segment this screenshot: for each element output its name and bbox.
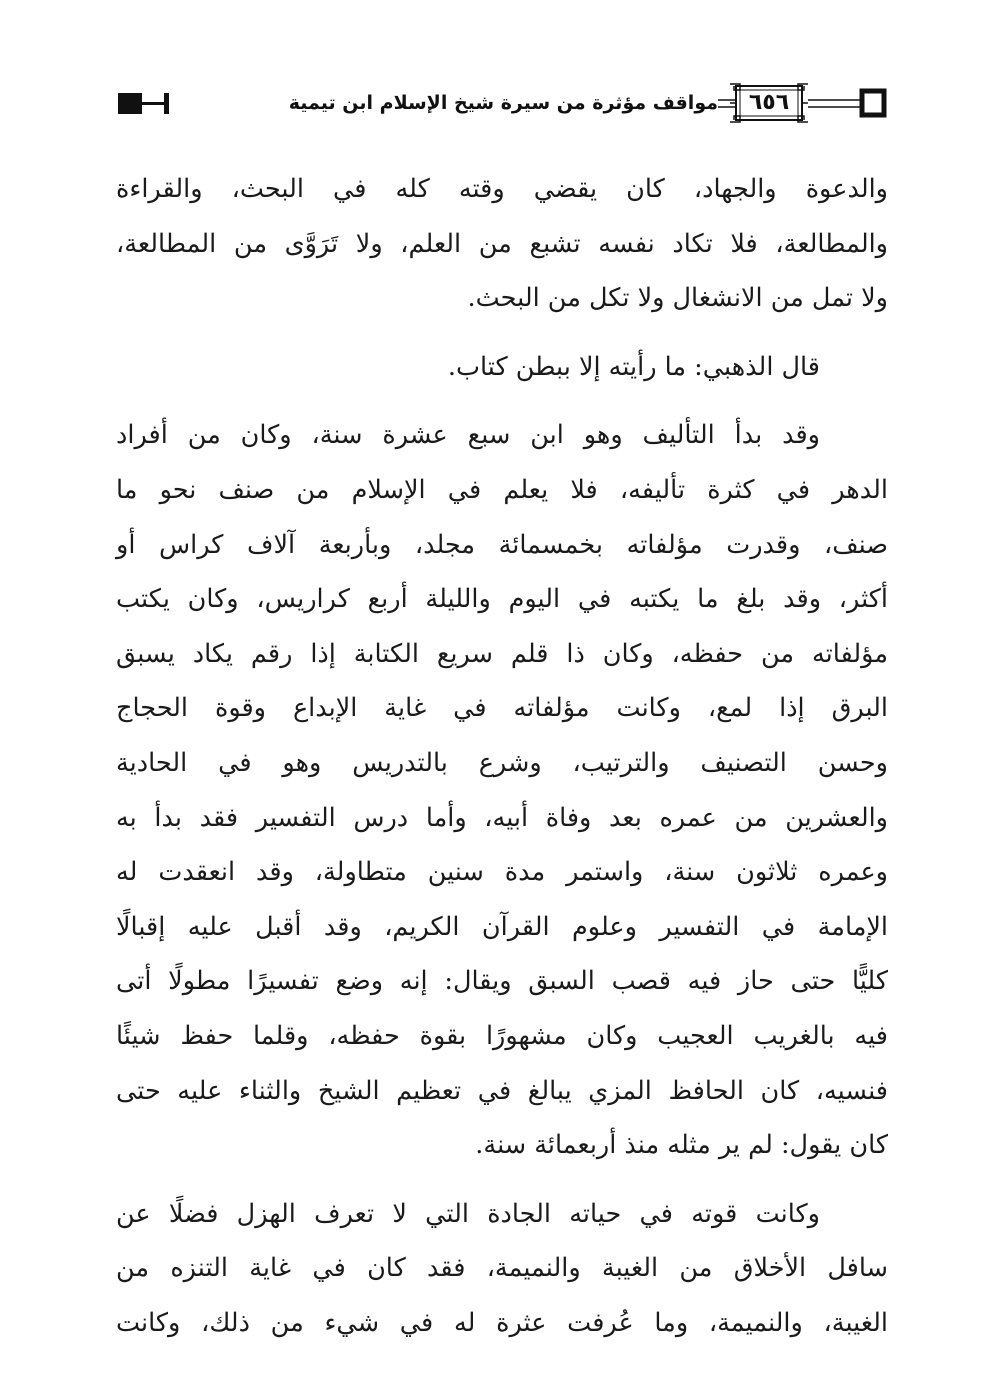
text-line: سافل الأخلاق من الغيبة والنميمة، فقد كان في غاية التنزه من (116, 1253, 888, 1284)
text-line: كان يقول: لم ير مثله منذ أربعمائة سنة. (475, 1130, 888, 1161)
text-line: والعشرين من عمره بعد وفاة أبيه، وأما درس التفسير فقد بدأ به (116, 802, 888, 833)
paragraph (116, 340, 888, 395)
page-number: ٦٥٦ (748, 90, 790, 115)
text-line: قال الذهبي: ما رأيته إلا ببطن كتاب. (447, 351, 820, 382)
text-line: الغيبة، والنميمة، وما عُرفت عثرة له في شيء من ذلك، وكانت (116, 1307, 888, 1338)
paragraph (116, 162, 888, 326)
text-line: ولا تمل من الانشغال ولا تكل من البحث. (467, 283, 888, 314)
text-line: وقد بدأ التأليف وهو ابن سبع عشرة سنة، وكان من أفراد (116, 420, 820, 451)
text-line: والمطالعة، فلا تكاد نفسه تشبع من العلم، ولا تَرَوَّى من المطالعة، (116, 228, 888, 259)
header-title: مواقف مؤثرة من سيرة شيخ الإسلام ابن تيمية (290, 83, 718, 123)
text-line: الإمامة في التفسير وعلوم القرآن الكريم، وقد أقبل عليه إقبالًا (116, 911, 888, 942)
text-line: مؤلفاته من حفظه، وكان ذا قلم سريع الكتابة إذا رقم يكاد يسبق (116, 638, 888, 669)
header-right-square (862, 91, 884, 115)
header-left-block (118, 93, 142, 114)
text-line: والدعوة والجهاد، كان يقضي وقته كله في البحث، والقراءة (116, 174, 888, 204)
text-line: كليًّا حتى حاز فيه قصب السبق ويقال: إنه وضع تفسيرًا مطولًا أتى (116, 966, 888, 997)
text-line: وحسن التصنيف والترتيب، وشرع بالتدريس وهو في الحادية (116, 747, 888, 778)
paragraph (116, 408, 888, 1172)
text-line: وكانت قوته في حياته الجادة التي لا تعرف الهزل فضلًا عن (116, 1198, 820, 1229)
body-text (116, 162, 888, 1350)
text-line: وعمره ثلاثون سنة، واستمر مدة سنين متطاولة، وقد انعقدت له (116, 857, 888, 888)
text-line: فنسيه، كان الحافظ المزي يبالغ في تعظيم الشيخ والثناء عليه حتى (116, 1075, 888, 1106)
running-header (118, 80, 888, 128)
text-line: صنف، وقدرت مؤلفاته بخمسمائة مجلد، وبأربعة آلاف كراس أو (116, 529, 888, 560)
text-line: البرق إذا لمع، وكانت مؤلفاته في غاية الإبداع وقوة الحجاج (116, 693, 888, 724)
paragraph (116, 1187, 888, 1351)
text-line: أكثر، وقد بلغ ما يكتبه في اليوم والليلة أربع كراريس، وكان يكتب (116, 584, 888, 615)
text-line: الدهر في كثرة تأليفه، فلا يعلم في الإسلام من صنف نحو ما (116, 474, 888, 505)
text-line: فيه بالغريب العجيب وكان مشهورًا بقوة حفظه، وقلما حفظ شيئًا (116, 1020, 888, 1051)
